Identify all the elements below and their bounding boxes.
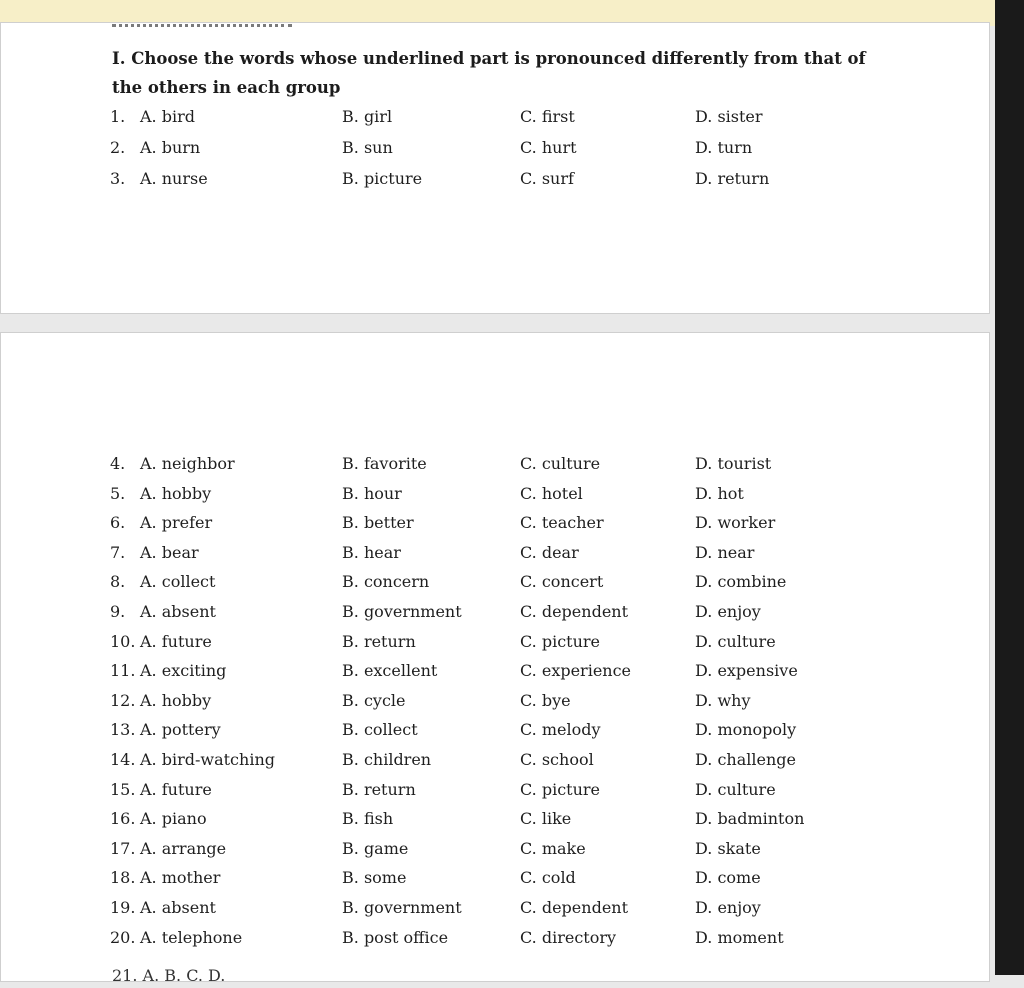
option-a: A. future [140,779,212,799]
option-d: D. culture [695,779,776,799]
question-number: 14. [110,750,136,769]
option-d: D. sister [695,107,763,126]
option-d: D. enjoy [695,898,761,917]
option-word: culture [717,631,776,651]
option-word: return [717,169,770,188]
option-word: girl [363,107,393,126]
option-c: C. culture [520,454,601,473]
option-a: A. absent [140,602,216,621]
option-a: A. pottery [140,720,221,740]
option-a: A. prefer [140,513,213,533]
option-a: A. collect [140,572,216,592]
question-number: 13. [110,720,136,740]
option-b: B. excellent [342,661,438,681]
option-word: arrange [161,838,227,858]
cut-off-question-row [112,964,812,975]
option-word: dependent [541,898,629,917]
option-a: A. nurse [140,169,208,188]
option-word: some [363,868,407,888]
option-d: D. expensive [695,661,798,681]
option-a: A. bird-watching [140,750,275,769]
option-c: C. dependent [520,602,629,621]
question-number: 5. [110,483,126,503]
option-c: C. picture [520,631,601,651]
question-number: 6. [110,513,126,533]
question-number: 19. [110,898,136,917]
option-a: A. bear [140,542,199,562]
option-word: melody [541,720,601,740]
option-c: C. school [520,750,594,769]
question-number: 3. [110,169,126,188]
option-b: B. children [342,750,432,769]
option-b: B. government [342,602,462,621]
section-heading: I. Choose the words whose underlined part is pronounced differently from that of the others in each group [112,49,866,97]
option-d: D. monopoly [695,720,797,740]
option-word: turn [717,138,753,157]
option-b: B. hour [342,483,402,503]
option-a: A. neighbor [140,454,235,473]
option-word: return [363,779,416,799]
option-d: D. combine [695,572,787,592]
question-number: 12. [110,690,136,710]
option-c: C. concert [520,572,604,592]
option-word: bird-watching [161,750,275,769]
question-number: 8. [110,572,126,592]
option-word: hurt [541,138,577,157]
option-b: B. return [342,779,416,799]
option-word: children [363,750,432,769]
option-word: challenge [717,750,796,769]
option-c: C. first [520,107,575,126]
option-b: B. favorite [342,454,427,473]
option-d: D. return [695,169,770,188]
option-b: B. post office [342,927,449,947]
option-c: C. surf [520,169,574,188]
option-word: bird [161,107,195,126]
option-a: A. bird [140,107,195,126]
question-number: 20. [110,927,136,947]
option-word: hobby [161,690,212,710]
option-word: hobby [161,483,212,503]
option-word: dear [541,542,579,562]
option-d: D. tourist [695,454,772,473]
option-a: A. absent [140,898,216,917]
option-word: picture [541,631,601,651]
option-word: neighbor [161,454,235,473]
option-c: C. cold [520,868,576,888]
option-a: A. arrange [140,838,227,858]
question-number: 4. [110,454,126,473]
option-word: future [161,631,212,651]
option-word: directory [541,927,617,947]
option-c: C. picture [520,779,601,799]
option-d: D. challenge [695,750,796,769]
option-word: tourist [717,454,772,473]
option-word: cycle [363,690,406,710]
option-b: B. concern [342,572,430,592]
option-b: B. better [342,513,414,533]
right-edge [995,0,1024,975]
option-a: A. hobby [140,690,212,710]
option-word: picture [541,779,601,799]
question-number: 18. [110,868,136,888]
option-word: favorite [363,454,427,473]
option-b: B. fish [342,809,394,829]
option-word: absent [161,602,216,621]
option-b: B. sun [342,138,393,157]
option-d: D. hot [695,483,744,503]
option-word: sister [717,107,763,126]
option-a: A. future [140,631,212,651]
option-word: bye [541,690,571,710]
option-d: D. turn [695,138,753,157]
option-word: better [363,513,414,533]
option-a: A. telephone [140,927,243,947]
option-word: burn [161,138,201,157]
option-word: absent [161,898,216,917]
option-d: D. badminton [695,809,805,829]
option-word: teacher [541,513,604,533]
option-word: government [363,898,462,917]
option-word: picture [363,169,423,188]
option-c: C. bye [520,690,571,710]
option-word: collect [161,572,216,592]
option-c: C. dependent [520,898,629,917]
cut-off-heading-fragment [112,24,292,37]
option-b: B. picture [342,169,423,188]
option-word: piano [161,809,207,829]
option-c: C. dear [520,542,579,562]
option-word: dependent [541,602,629,621]
option-word: like [541,809,572,829]
option-word: post office [363,927,449,947]
option-b: B. some [342,868,407,888]
question-number: 17. [110,838,136,858]
question-number: 16. [110,809,136,829]
option-b: B. hear [342,542,401,562]
option-word: combine [717,572,787,592]
option-b: B. return [342,631,416,651]
option-b: B. cycle [342,690,406,710]
option-word: school [541,750,594,769]
question-number: 9. [110,602,126,621]
option-a: A. hobby [140,483,212,503]
option-word: experience [541,661,632,681]
option-a: A. burn [140,138,201,157]
option-word: sun [363,138,393,157]
option-word: enjoy [717,898,761,917]
option-b: B. game [342,838,409,858]
option-word: future [161,779,212,799]
option-b: B. collect [342,720,418,740]
option-word: enjoy [717,602,761,621]
option-word: concert [541,572,604,592]
option-b: B. government [342,898,462,917]
option-word: telephone [161,927,243,947]
question-number: 11. [110,661,136,681]
option-word: culture [541,454,601,473]
option-word: badminton [717,809,805,829]
option-word: exciting [161,661,227,681]
option-d: D. culture [695,631,776,651]
option-c: C. make [520,838,586,858]
option-word: game [363,838,409,858]
option-c: C. hurt [520,138,577,157]
option-word: first [541,107,575,126]
option-a: A. exciting [140,661,227,681]
option-word: culture [717,779,776,799]
option-word: mother [161,868,221,888]
option-word: cold [541,868,576,888]
option-d: D. come [695,868,761,888]
question-number: 7. [110,542,126,562]
option-d: D. why [695,690,751,710]
option-word: skate [717,838,761,858]
question-number: 15. [110,779,136,799]
option-word: concern [363,572,430,592]
question-number: 2. [110,138,126,157]
option-a: A. piano [140,809,207,829]
option-word: hour [363,483,402,503]
option-word: surf [541,169,574,188]
option-a: A. mother [140,868,221,888]
option-d: D. worker [695,513,776,533]
option-word: prefer [161,513,213,533]
option-word: fish [363,809,394,829]
option-word: hot [717,483,744,503]
option-c: C. melody [520,720,601,740]
option-b: B. girl [342,107,393,126]
question-number: 10. [110,631,136,651]
option-d: D. skate [695,838,761,858]
option-word: hotel [541,483,583,503]
option-word: come [717,868,761,888]
option-d: D. enjoy [695,602,761,621]
option-c: C. experience [520,661,632,681]
option-c: C. like [520,809,572,829]
option-word: bear [161,542,199,562]
option-word: near [717,542,755,562]
option-word: monopoly [717,720,797,740]
option-word: government [363,602,462,621]
option-word: expensive [717,661,798,681]
option-d: D. near [695,542,755,562]
option-word: collect [363,720,418,740]
option-word: hear [363,542,401,562]
option-word: nurse [161,169,208,188]
option-c: C. hotel [520,483,583,503]
option-c: C. teacher [520,513,604,533]
option-word: return [363,631,416,651]
question-number: 1. [110,107,126,126]
option-word: excellent [363,661,438,681]
option-word: make [541,838,586,858]
option-word: why [717,690,751,710]
option-c: C. directory [520,927,617,947]
option-d: D. moment [695,927,784,947]
option-word: worker [717,513,776,533]
option-word: pottery [161,720,221,740]
option-word: moment [717,927,784,947]
